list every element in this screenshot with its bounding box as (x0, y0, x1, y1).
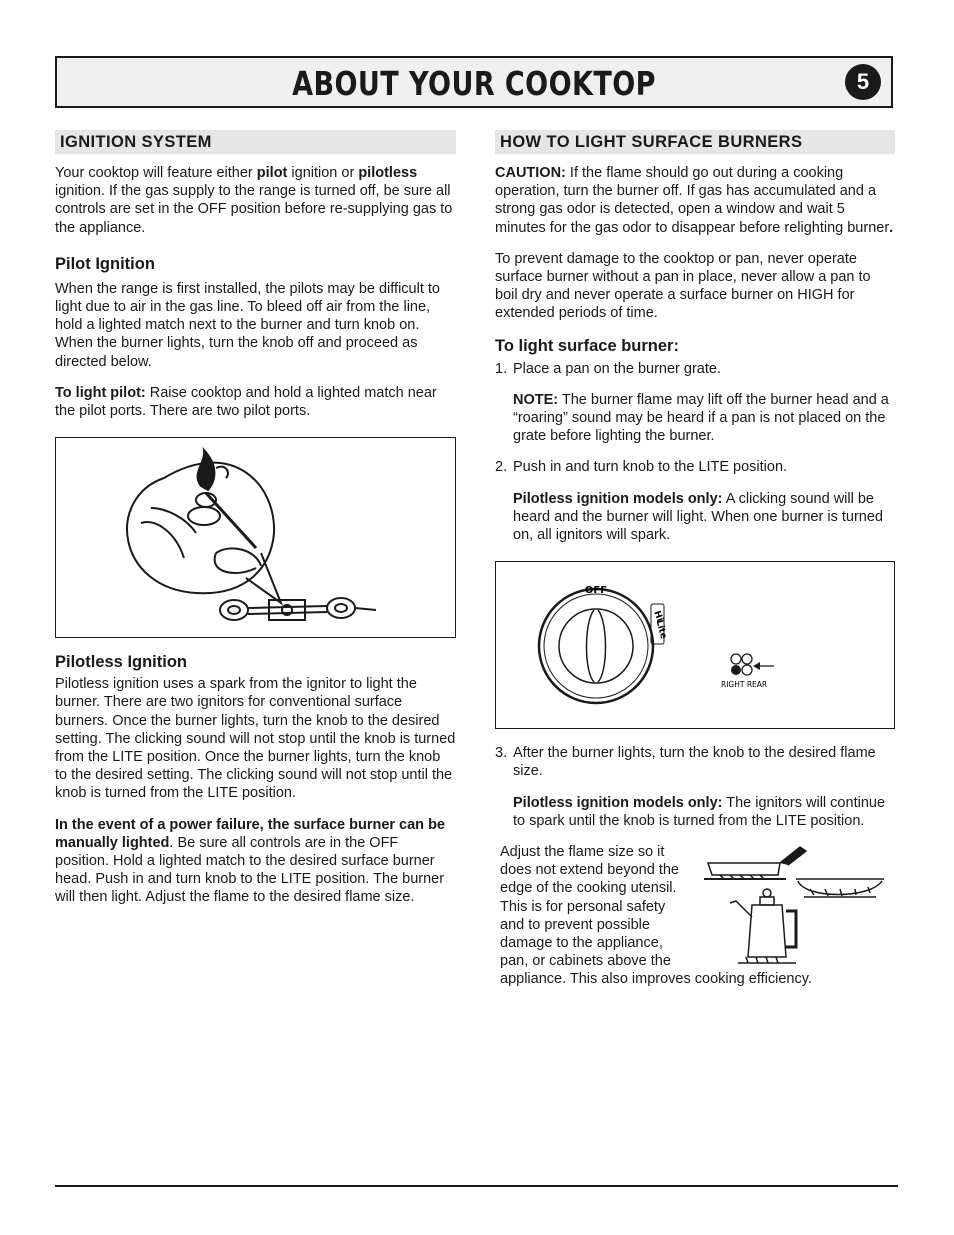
control-knob-drawing (496, 562, 894, 728)
pilot-lighting-illustration (55, 437, 456, 638)
pilot-lighting-drawing (56, 438, 455, 637)
knob-hi-label: Hi (651, 609, 665, 624)
step-3-note: Pilotless ignition models only: The ignitors will continue to spark until the knob is turned from the LITE position. (513, 794, 886, 829)
step-2: 2. Push in and turn knob to the LITE position. (495, 459, 788, 476)
power-failure-text: In the event of a power failure, the surface burner can be manually lighted. Be sure all controls are in the OFF position. Hold a lighted match to the desired surface burner head. Push in and turn knob to the LITE position. The burner will then light. Adjust the flame to the desired flame size. (55, 816, 445, 906)
pilotless-ignition-heading: Pilotless Ignition (55, 653, 188, 672)
step-2-note: Pilotless ignition models only: A clicking sound will be heard and the burner will light. When one burner is turned on, all ignitors will spark. (513, 490, 883, 544)
caution-text: CAUTION: If the flame should go out during a cooking operation, turn the burner off. If gas has accumulated and a strong gas odor is detected, open a window and wait 5 minutes for the gas odor to disappear before relighting burner. (495, 165, 894, 236)
page-title: ABOUT YOUR COOKTOP (292, 64, 656, 103)
flame-adjust-block (495, 843, 895, 989)
flame-adjust-text: Adjust the flame size so it does not extend beyond the edge of the cooking utensil. This is for personal safety and to prevent possible damage to the appliance, pan, or cabinets above the (500, 844, 679, 970)
knob-off-label: OFF (584, 585, 608, 597)
footer-divider (55, 1185, 898, 1187)
page-title-bar (55, 56, 893, 108)
burner-position-icon (731, 654, 774, 675)
left-column (55, 130, 456, 907)
step-1-note: NOTE: The burner flame may lift off the burner head and a “roaring” sound may be heard if a pan is not placed on the grate before lighting the burner. (513, 391, 889, 445)
to-light-pilot-text: To light pilot: Raise cooktop and hold a lighted match near the pilot ports. There are two pilot ports. (55, 384, 437, 420)
to-light-burner-heading: To light surface burner: (495, 336, 679, 355)
page-number-badge: 5 (845, 64, 881, 100)
cookware-flame-illustration (700, 839, 890, 974)
pilot-ignition-text: When the range is first installed, the pilots may be difficult to light due to air in the gas line. To bleed off air from the line, hold a lighted match next to the burner and turn knob on. When the burner lights, turn the knob off and proceed as directed below. (55, 280, 440, 370)
step-1: 1. Place a pan on the burner grate. (495, 360, 721, 377)
ignition-intro: Your cooktop will feature either pilot ignition or pilotless ignition. If the gas supply to the range is turned off, be sure all controls are set in the OFF position before re-supplying gas to the appliance. (55, 165, 453, 236)
ignition-system-heading: IGNITION SYSTEM (55, 130, 456, 154)
step-3: 3. After the burner lights, turn the knob to the desired flame size. (495, 745, 876, 780)
right-rear-label: RIGHT REAR (721, 680, 768, 690)
right-column (495, 130, 895, 989)
light-burners-heading: HOW TO LIGHT SURFACE BURNERS (495, 130, 895, 154)
pilotless-ignition-text: Pilotless ignition uses a spark from the ignitor to light the burner. There are two ignitors for conventional surface burners. Once the burner lights, turn the knob to the desired setting. The clicking sound will not stop until the knob is turned from the LITE position. Once the burner lights, turn the knob to the desired setting. The clicking sound will not stop until the knob is turned from the LITE position. (55, 676, 456, 802)
control-knob-illustration (495, 561, 895, 729)
prevent-damage-text: To prevent damage to the cooktop or pan, never operate surface burner without a pan in place, never allow a pan to boil dry and never operate a surface burner on HIGH for extended periods of time. (495, 250, 871, 322)
flame-adjust-text-end: appliance. This also improves cooking efficiency. (500, 971, 812, 988)
knob-lite-label: Lite (653, 619, 669, 641)
pilot-ignition-heading: Pilot Ignition (55, 254, 155, 273)
